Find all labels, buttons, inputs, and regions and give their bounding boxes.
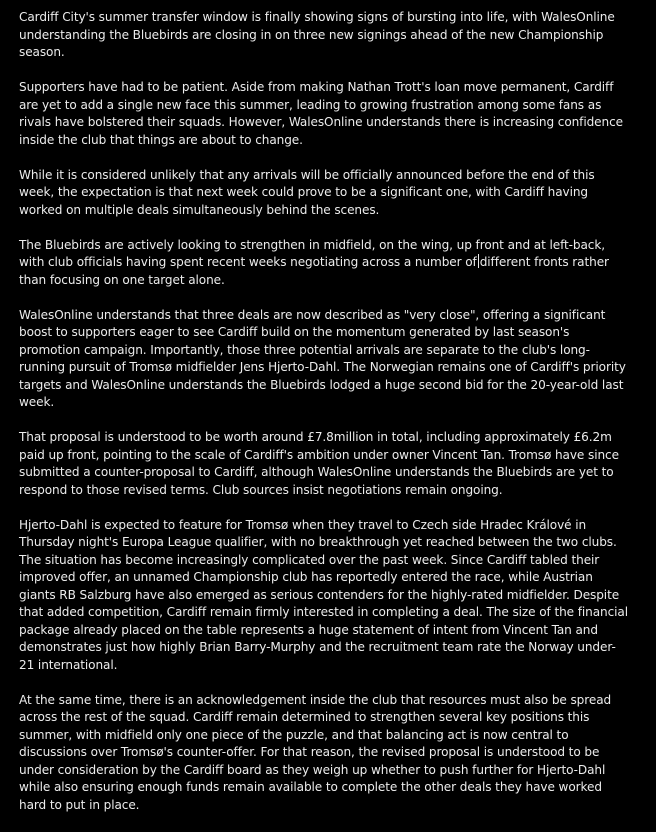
paragraph-8: At the same time, there is an acknowledgement inside the club that resources must also be spread across the rest of the squad. Cardiff remain determined to strengthen several key positions this summer, with midfield only one piece of the puzzle, and that balancing act is now central to discussions over Tromsø's counter-offer. For that reason, the revised proposal is understood to be under consideration by the Cardiff board as they weigh up whether to push further for Hjerto-Dahl while also ensuring enough funds remain available to complete the other deals they have worked hard to put in place. (19, 692, 612, 812)
paragraph-1: Cardiff City's summer transfer window is finally showing signs of bursting into life, with WalesOnline understanding the Bluebirds are closing in on three new signings ahead of the new Championship season. (19, 10, 615, 59)
article-body (19, 9, 629, 832)
paragraph-4-after-caret: different fronts rather than focusing on one target alone. (19, 255, 609, 287)
paragraph-7: Hjerto-Dahl is expected to feature for Tromsø when they travel to Czech side Hradec Králové in Thursday night's Europa League qualifier, with no breakthrough yet reached between the two clubs. The situation has become increasingly complicated over the past week. Since Cardiff tabled their improved offer, an unnamed Championship club has reportedly entered the race, while Austrian giants RB Salzburg have also emerged as serious contenders for the highly-rated midfielder. Despite that added competition, Cardiff remain firmly interested in completing a deal. The size of the financial package already placed on the table represents a huge statement of intent from Vincent Tan and demonstrates just how highly Brian Barry-Murphy and the recruitment team rate the Norway under-21 international. (19, 517, 628, 672)
paragraph-2: Supporters have had to be patient. Aside from making Nathan Trott's loan move permanent, Cardiff are yet to add a single new face this summer, leading to growing frustration among some fans as rivals have bolstered their squads. However, WalesOnline understands there is increasing confidence inside the club that things are about to change. (19, 80, 623, 147)
paragraph-6: That proposal is understood to be worth around £7.8million in total, including approximately £6.2m paid up front, pointing to the scale of Cardiff's ambition under owner Vincent Tan. Tromsø have since submitted a counter-proposal to Cardiff, although WalesOnline understands the Bluebirds are yet to respond to those revised terms. Club sources insist negotiations remain ongoing. (19, 430, 619, 497)
paragraph-4-before-caret: The Bluebirds are actively looking to strengthen in midfield, on the wing, up front and at left-back, with club officials having spent recent weeks negotiating across a number of (19, 237, 606, 269)
paragraph-3: While it is considered unlikely that any arrivals will be officially announced before the end of this week, the expectation is that next week could prove to be a significant one, with Cardiff having worked on multiple deals simultaneously behind the scenes. (19, 167, 595, 217)
paragraph-5: WalesOnline understands that three deals are now described as "very close", offering a significant boost to supporters eager to see Cardiff build on the momentum generated by last season's promotion campaign. Importantly, those three potential arrivals are separate to the club's long-running pursuit of Tromsø midfielder Jens Hjerto-Dahl. The Norwegian remains one of Cardiff's priority targets and WalesOnline understands the Bluebirds lodged a huge second bid for the 20-year-old last week. (19, 307, 626, 409)
paragraph-4 (19, 237, 629, 290)
text-cursor (478, 254, 479, 268)
